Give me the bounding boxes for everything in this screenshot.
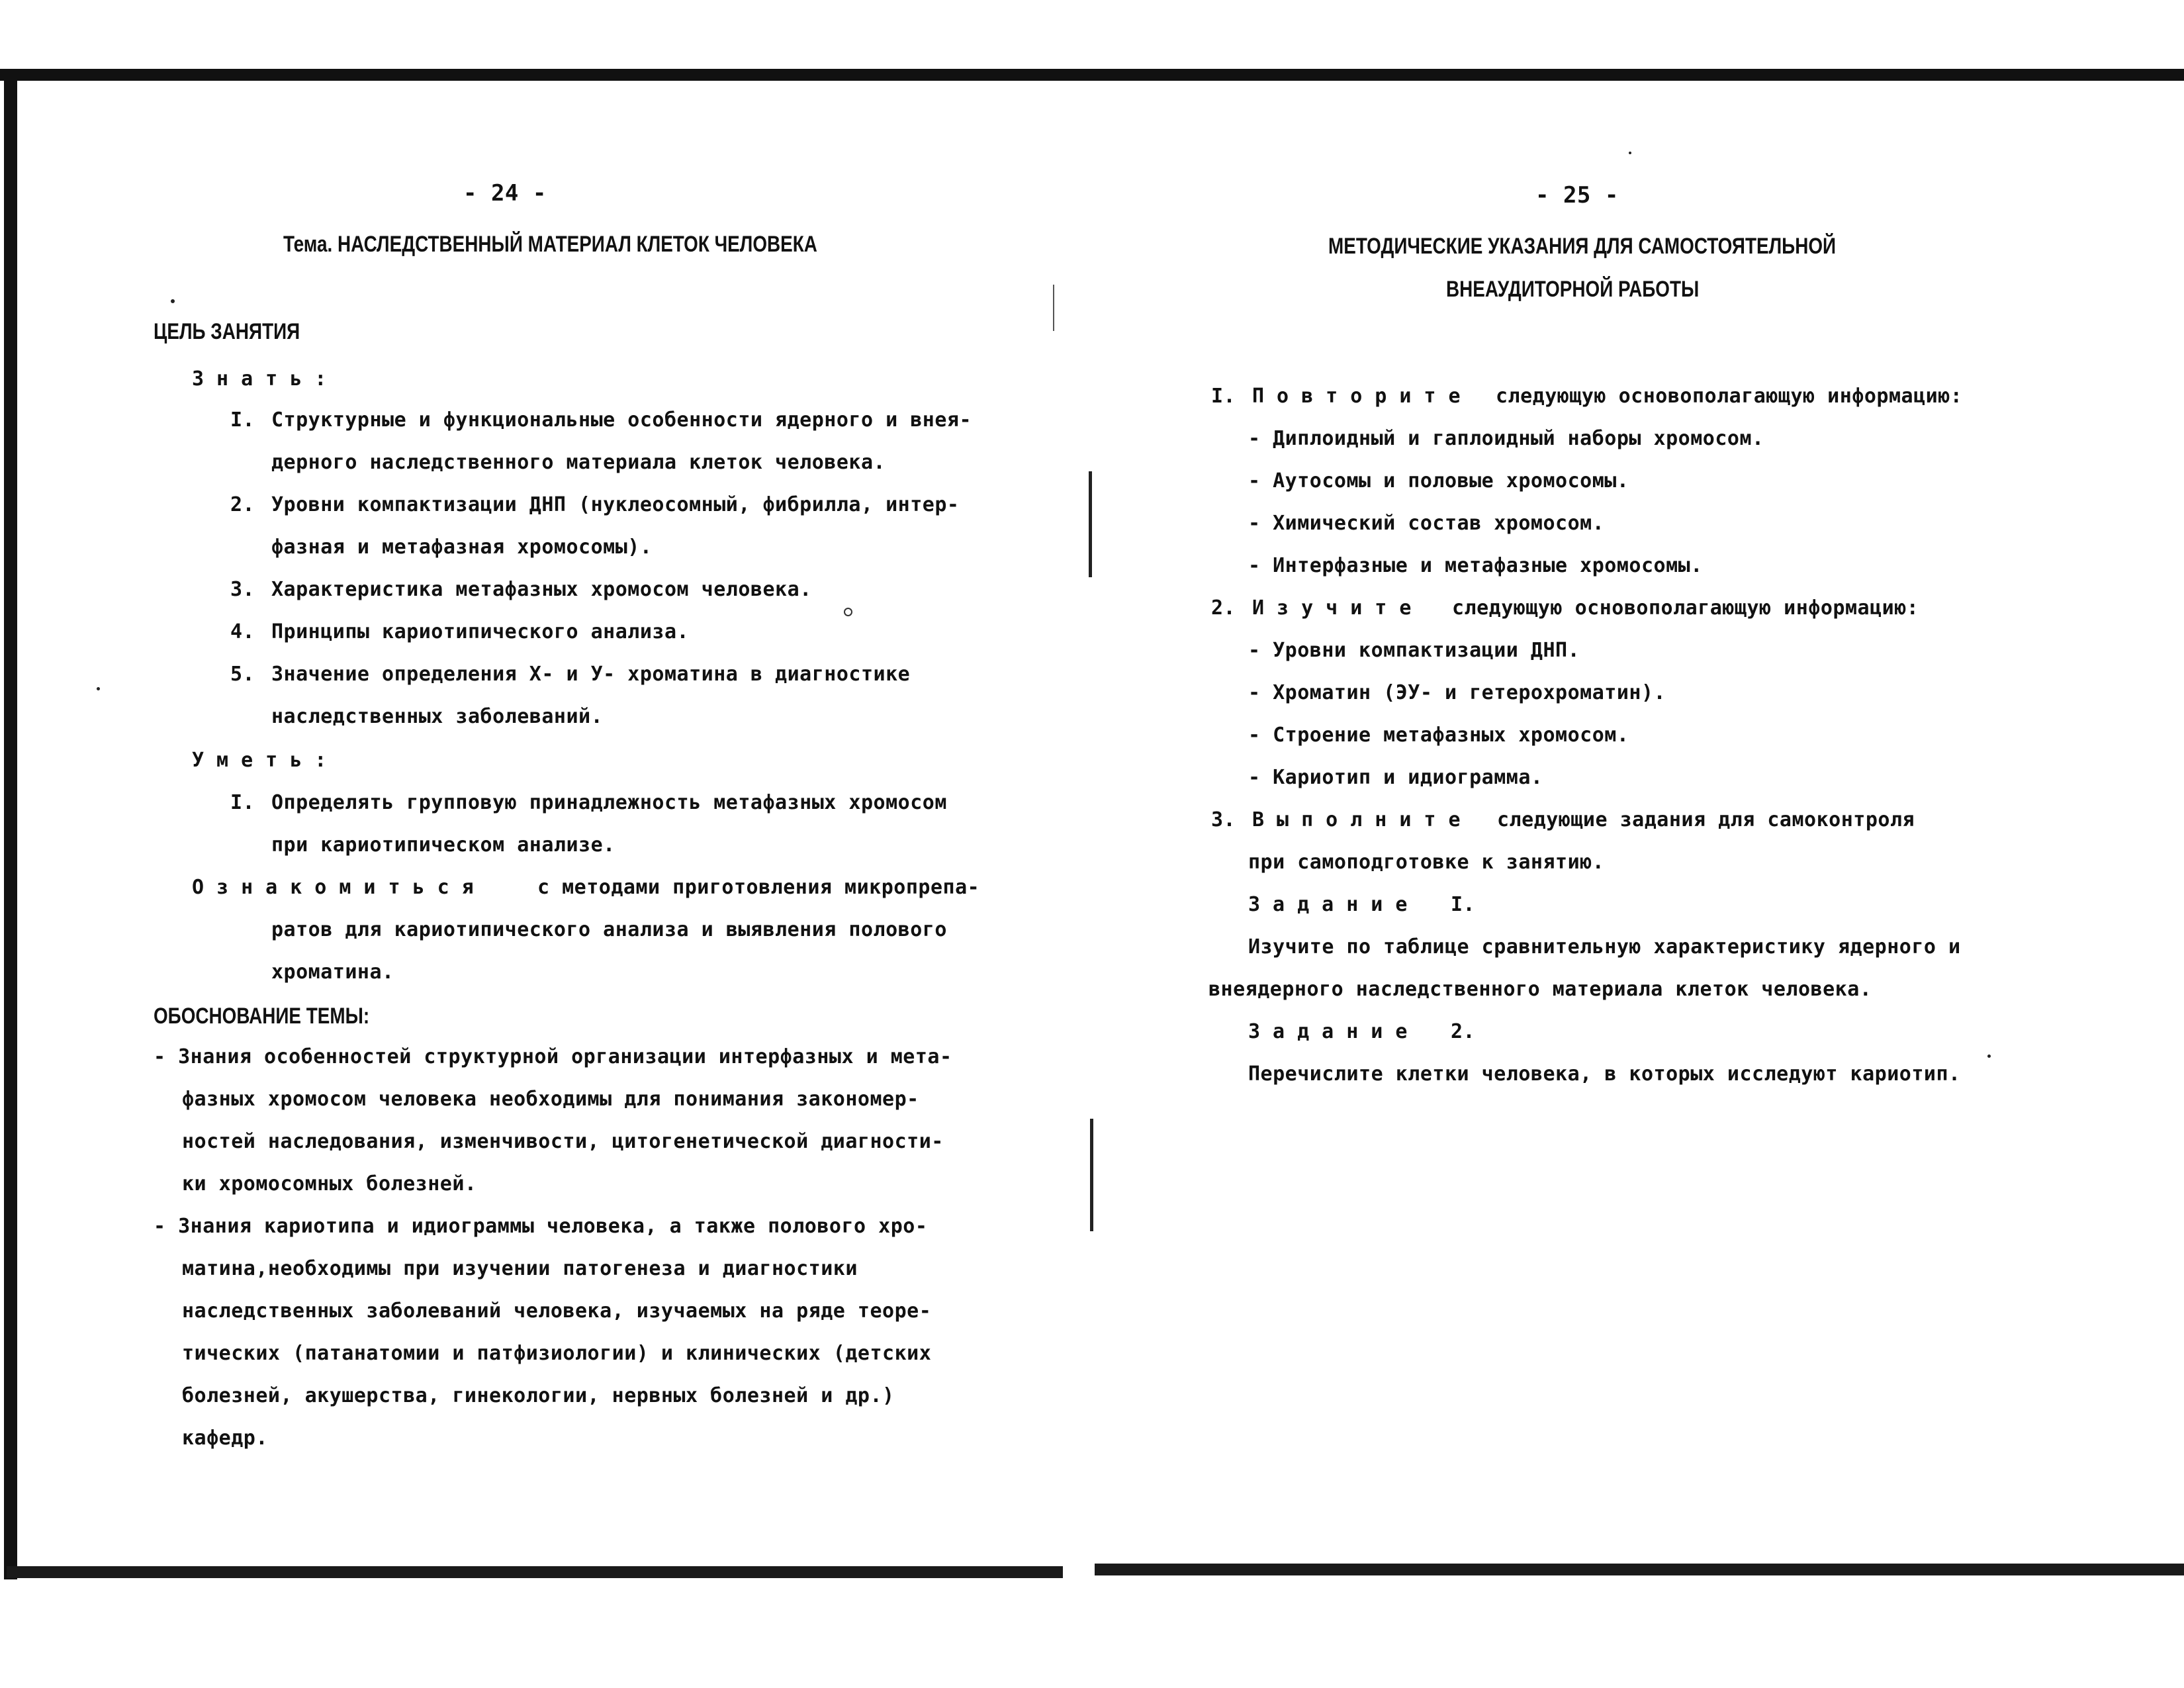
goal-heading: ЦЕЛЬ ЗАНЯТИЯ xyxy=(154,319,300,344)
rationale-text: наследственных заболеваний человека, изучаемых на ряде теоре- xyxy=(182,1299,932,1323)
rationale-text: - Знания особенностей структурной организации интерфазных и мета- xyxy=(154,1045,952,1068)
list-item-text: фазная и метафазная хромосомы). xyxy=(271,536,653,559)
familiarize-text: ратов для кариотипического анализа и выявления полового xyxy=(271,918,947,941)
section-verb: Повторите xyxy=(1252,385,1473,408)
list-item-text: Определять групповую принадлежность метафазных хромосом xyxy=(271,791,947,814)
task-number: 2. xyxy=(1451,1020,1476,1043)
list-number: 5. xyxy=(230,663,255,686)
bullet-item: - Аутосомы и половые хромосомы. xyxy=(1248,469,1629,492)
section-text: следующую основополагающую информацию: xyxy=(1496,385,1963,408)
rationale-text: ки хромосомных болезней. xyxy=(182,1172,477,1196)
list-item-text: при кариотипическом анализе. xyxy=(271,833,615,857)
rationale-text: тических (патанатомии и патфизиологии) и клинических (детских xyxy=(182,1342,932,1365)
bullet-item: - Химический состав хромосом. xyxy=(1248,512,1605,535)
section-text: следующую основополагающую информацию: xyxy=(1452,596,1919,620)
list-number: I. xyxy=(230,791,255,814)
page-title: МЕТОДИЧЕСКИЕ УКАЗАНИЯ ДЛЯ САМОСТОЯТЕЛЬНОЙ xyxy=(1328,234,1837,259)
bullet-item: - Диплоидный и гаплоидный наборы хромосом. xyxy=(1248,427,1764,450)
can-label: Уметь: xyxy=(192,749,340,772)
list-item-text: Характеристика метафазных хромосом человека. xyxy=(271,578,812,601)
scan-speck xyxy=(97,687,100,690)
scan-speck xyxy=(171,299,175,303)
scan-speck xyxy=(1629,152,1631,154)
page-number: - 24 - xyxy=(463,180,547,207)
bullet-item: - Хроматин (ЭУ- и гетерохроматин). xyxy=(1248,681,1666,704)
list-number: 4. xyxy=(230,620,255,643)
rationale-text: болезней, акушерства, гинекологии, нервных болезней и др.) xyxy=(182,1384,895,1407)
familiarize-label: Ознакомиться xyxy=(192,876,486,899)
know-label: Знать: xyxy=(192,367,340,391)
list-item-text: Структурные и функциональные особенности ядерного и внея- xyxy=(271,408,972,432)
task-label: Задание xyxy=(1248,893,1420,916)
section-text: при самоподготовке к занятию. xyxy=(1248,851,1605,874)
section-verb: Изучите xyxy=(1252,596,1424,620)
list-item-text: наследственных заболеваний. xyxy=(271,705,604,728)
familiarize-text: с методами приготовления микропрепа- xyxy=(537,876,980,899)
list-item-text: дерного наследственного материала клеток человека. xyxy=(271,451,886,474)
section-number: 2. xyxy=(1211,596,1236,620)
list-number: 3. xyxy=(230,578,255,601)
right-page xyxy=(1092,0,2184,1688)
task-text: Перечислите клетки человека, в которых исследуют кариотип. xyxy=(1248,1062,1961,1086)
page-title-line2: ВНЕАУДИТОРНОЙ РАБОТЫ xyxy=(1446,277,1700,302)
rationale-text: фазных хромосом человека необходимы для понимания закономер- xyxy=(182,1088,919,1111)
list-item-text: Уровни компактизации ДНП (нуклеосомный, фибрилла, интер- xyxy=(271,493,960,516)
list-item-text: Принципы кариотипического анализа. xyxy=(271,620,690,643)
left-page xyxy=(0,0,1072,1688)
rationale-text: ностей наследования, изменчивости, цитогенетической диагности- xyxy=(182,1130,944,1153)
task-label: Задание xyxy=(1248,1020,1420,1043)
section-verb: Выполните xyxy=(1252,808,1473,831)
section-text: следующие задания для самоконтроля xyxy=(1497,808,1915,831)
bullet-item: - Строение метафазных хромосом. xyxy=(1248,724,1629,747)
page-number: - 25 - xyxy=(1535,182,1619,209)
list-item-text: Значение определения X- и У- хроматина в диагностике xyxy=(271,663,911,686)
rationale-heading: ОБОСНОВАНИЕ ТЕМЫ: xyxy=(154,1004,370,1029)
scan-speck xyxy=(844,608,852,616)
bullet-item: - Уровни компактизации ДНП. xyxy=(1248,639,1580,662)
task-number: I. xyxy=(1451,893,1476,916)
bullet-item: - Интерфазные и метафазные хромосомы. xyxy=(1248,554,1703,577)
rationale-text: - Знания кариотипа и идиограммы человека, а также полового хро- xyxy=(154,1215,928,1238)
list-number: 2. xyxy=(230,493,255,516)
section-number: 3. xyxy=(1211,808,1236,831)
familiarize-text: хроматина. xyxy=(271,961,394,984)
rationale-text: матина,необходимы при изучении патогенеза и диагностики xyxy=(182,1257,858,1280)
task-text: внеядерного наследственного материала клеток человека. xyxy=(1208,978,1872,1001)
task-text: Изучите по таблице сравнительную характеристику ядерного и xyxy=(1248,935,1961,959)
bullet-item: - Кариотип и идиограмма. xyxy=(1248,766,1543,789)
section-number: I. xyxy=(1211,385,1236,408)
rationale-text: кафедр. xyxy=(182,1427,268,1450)
scan-speck xyxy=(1987,1055,1991,1058)
page-title: Тема. НАСЛЕДСТВЕННЫЙ МАТЕРИАЛ КЛЕТОК ЧЕЛОВЕКА xyxy=(283,232,817,257)
list-number: I. xyxy=(230,408,255,432)
